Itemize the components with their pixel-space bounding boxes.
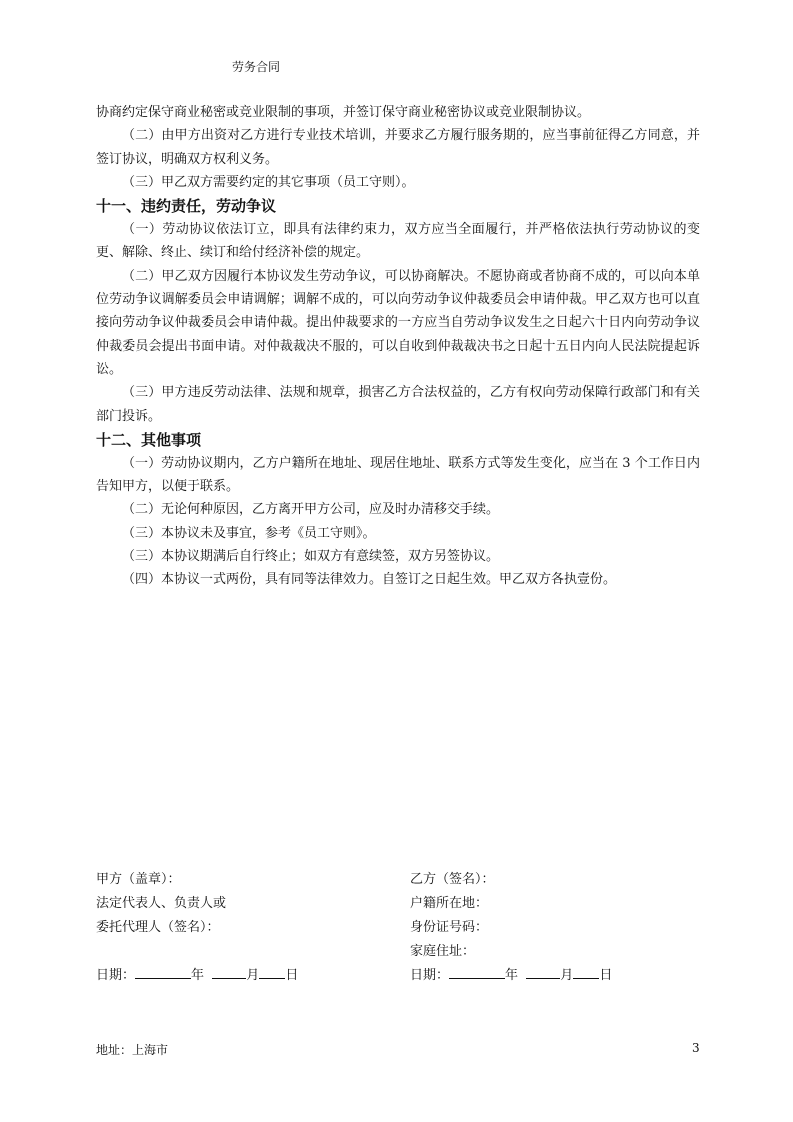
date-label: 日期：	[410, 968, 450, 983]
paragraph-training: （二）由甲方出资对乙方进行专业技术培训，并要求乙方履行服务期的，应当事前征得乙方同意，并签订协议，明确双方权利义务。	[96, 128, 700, 167]
party-a-date-line	[96, 964, 298, 988]
year-blank[interactable]	[135, 964, 191, 979]
section-12-paragraph-2: （二）无论何种原因，乙方离开甲方公司，应及时办清移交手续。	[122, 502, 500, 518]
party-b-signature	[410, 868, 612, 988]
section-12-heading: 十二、其他事项	[96, 430, 202, 449]
party-b-sign-label: 乙方（签名）：	[410, 872, 495, 887]
section-12-paragraph-3: （三）本协议未及事宜，参考《员工守则》。	[122, 525, 376, 541]
party-a-rep-label-2: 委托代理人（签名）：	[96, 920, 220, 935]
year-label: 年	[505, 968, 519, 983]
month-label: 月	[560, 968, 574, 983]
party-a-signature	[96, 868, 298, 988]
party-a-spacer	[96, 940, 298, 964]
section-11-paragraph-1: （一）劳动协议依法订立，即具有法律约束力，双方应当全面履行，并严格依法执行劳动协议的变更、解除、终止、续订和给付经济补偿的规定。	[96, 222, 700, 261]
date-label: 日期：	[96, 968, 136, 983]
section-12-paragraph-4: （三）本协议期满后自行终止；如双方有意续签，双方另签协议。	[122, 549, 500, 565]
section-11-heading: 十一、违约责任，劳动争议	[96, 197, 277, 216]
month-blank[interactable]	[526, 964, 560, 979]
party-a-seal-label: 甲方（盖章）：	[96, 872, 181, 887]
paragraph-continuation: 协商约定保守商业秘密或竞业限制的事项，并签订保守商业秘密协议或竞业限制协议。	[96, 105, 591, 120]
page-number: 3	[692, 1041, 700, 1055]
page-header-title: 劳务合同	[232, 60, 281, 74]
party-b-id-label: 身份证号码：	[410, 920, 489, 935]
party-b-home-label: 家庭住址：	[410, 944, 476, 959]
party-b-date-line	[410, 964, 612, 988]
month-blank[interactable]	[212, 964, 246, 979]
year-blank[interactable]	[449, 964, 505, 979]
day-blank[interactable]	[259, 964, 285, 979]
day-label: 日	[285, 968, 299, 983]
party-b-residence-label: 户籍所在地：	[410, 896, 489, 911]
contract-body	[96, 101, 700, 592]
day-label: 日	[599, 968, 613, 983]
month-label: 月	[246, 968, 260, 983]
party-a-rep-label-1: 法定代表人、负责人或	[96, 896, 227, 911]
section-12-paragraph-5: （四）本协议一式两份，具有同等法律效力。自签订之日起生效。甲乙双方各执壹份。	[122, 572, 617, 588]
footer-address: 地址：上海市	[96, 1043, 169, 1057]
section-11-paragraph-2: （二）甲乙双方因履行本协议发生劳动争议，可以协商解决。不愿协商或者协商不成的，可以向本单位劳动争议调解委员会申请调解；调解不成的，可以向劳动争议仲裁委员会申请仲裁。甲乙双方也可以直接向劳动争议仲裁委员会申请仲裁。提出仲裁要求的一方应当自劳动争议发生之日起六十日内向劳动争议仲裁委员会提出书面申请。对仲裁裁决不服的，可以自收到仲裁裁决书之日起十五日内向人民法院提起诉讼。	[96, 268, 700, 377]
section-12-paragraph-1: （一）劳动协议期内，乙方户籍所在地址、现居住地址、联系方式等发生变化，应当在 3 个工作日内告知甲方，以便于联系。	[96, 455, 700, 495]
paragraph-other-items: （三）甲乙双方需要约定的其它事项（员工守则）。	[122, 174, 415, 190]
day-blank[interactable]	[573, 964, 599, 979]
section-11-paragraph-3: （三）甲方违反劳动法律、法规和规章，损害乙方合法权益的，乙方有权向劳动保障行政部门和有关部门投诉。	[96, 385, 700, 424]
year-label: 年	[191, 968, 205, 983]
